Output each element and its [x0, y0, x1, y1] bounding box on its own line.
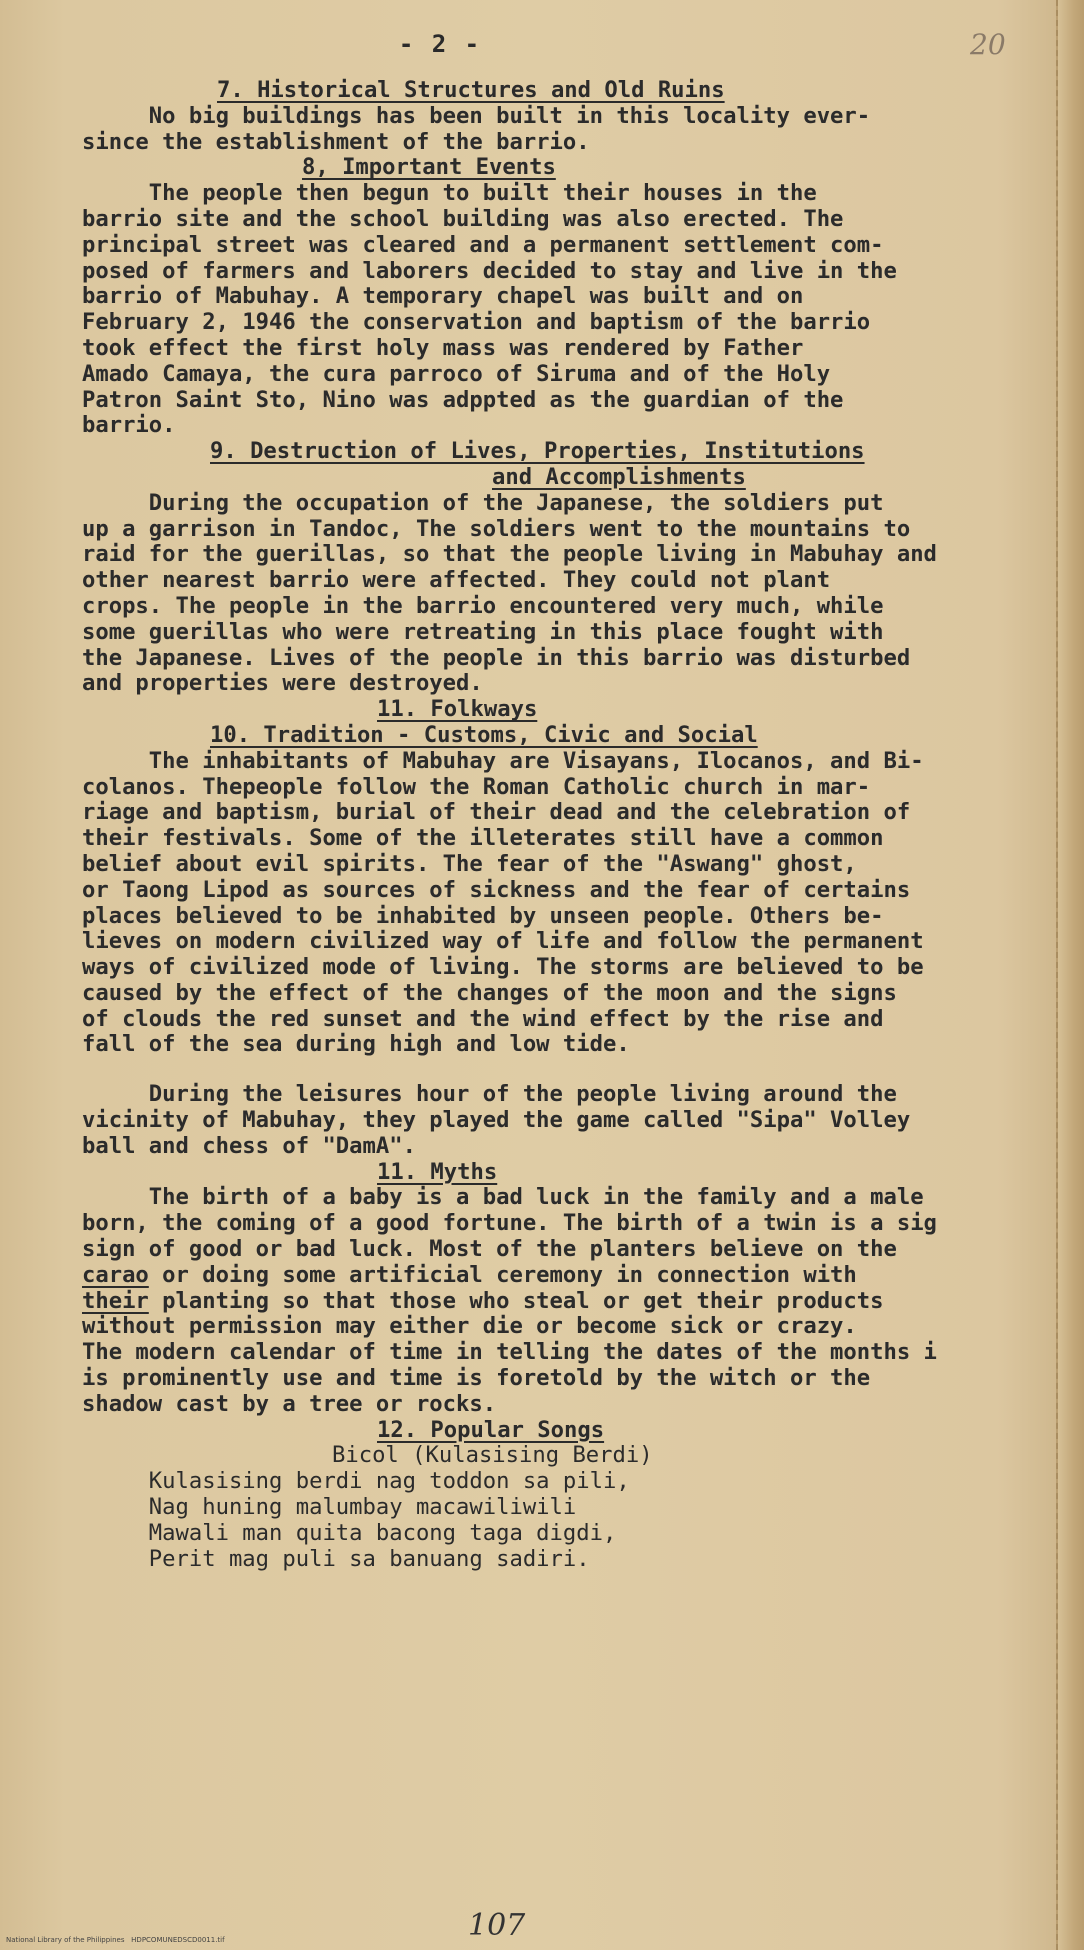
text-line: raid for the guerillas, so that the people living in Mabuhay and [82, 541, 937, 568]
section-9-body [82, 491, 1062, 697]
text-span: planting so that those who steal or get their products [148, 1287, 884, 1314]
text-line [82, 1263, 1062, 1289]
text-line: of clouds the red sunset and the wind effect by the rise and [82, 1005, 884, 1032]
text-line: places believed to be inhabited by unseen people. Others be- [82, 902, 884, 929]
section-7-body [82, 104, 1062, 156]
text-line: took effect the first holy mass was rendered by Father [82, 334, 804, 361]
heading-important-events: 8, Important Events [302, 154, 556, 181]
text-span: or doing some artificial ceremony in connection with [148, 1261, 857, 1288]
text-line: sign of good or bad luck. Most of the planters believe on the [82, 1236, 897, 1263]
text-line: Patron Saint Sto, Nino was adppted as the guardian of the [82, 386, 844, 413]
text-line: is prominently use and time is foretold by the witch or the [82, 1365, 871, 1392]
section-8-body [82, 181, 1062, 439]
text-line: ways of civilized mode of living. The storms are believed to be [82, 954, 924, 981]
heading-destruction-line1: 9. Destruction of Lives, Properties, Institutions [210, 438, 865, 465]
text-line: without permission may either die or become sick or crazy. [82, 1313, 857, 1340]
heading-popular-songs: 12. Popular Songs [377, 1416, 605, 1443]
lyric-line: Mawali man quita bacong taga digdi, [82, 1519, 617, 1546]
text-line: other nearest barrio were affected. They could not plant [82, 567, 831, 594]
text-line: vicinity of Mabuhay, they played the game called "Sipa" Volley [82, 1107, 911, 1134]
document-body [82, 78, 1062, 1572]
text-line: Amado Camaya, the cura parroco of Siruma and of the Holy [82, 360, 831, 387]
text-line: belief about evil spirits. The fear of the "Aswang" ghost, [82, 850, 857, 877]
text-line: fall of the sea during high and low tide. [82, 1031, 630, 1058]
text-line: crops. The people in the barrio encountered very much, while [82, 592, 884, 619]
text-line: During the occupation of the Japanese, the soldiers put [82, 489, 884, 516]
text-line: caused by the effect of the changes of the moon and the signs [82, 979, 897, 1006]
text-line: barrio site and the school building was also erected. The [82, 205, 844, 232]
text-line: or Taong Lipod as sources of sickness and the fear of certains [82, 876, 911, 903]
heading-tradition: 10. Tradition - Customs, Civic and Social [210, 721, 758, 748]
text-line: During the leisures hour of the people living around the [82, 1081, 897, 1108]
text-line: barrio of Mabuhay. A temporary chapel was built and on [82, 283, 804, 310]
scan-footer: National Library of the Philippines HDPCOMUNEDSCD0011.tif [6, 1936, 225, 1944]
text-line: February 2, 1946 the conservation and baptism of the barrio [82, 309, 871, 336]
text-line: The inhabitants of Mabuhay are Visayans, Ilocanos, and Bi- [82, 747, 924, 774]
text-line [82, 1289, 1062, 1315]
text-line: the Japanese. Lives of the people in this barrio was disturbed [82, 644, 911, 671]
heading-destruction-line2: and Accomplishments [492, 463, 746, 490]
text-line: ball and chess of "DamA". [82, 1132, 416, 1159]
text-line: colanos. Thepeople follow the Roman Catholic church in mar- [82, 773, 871, 800]
paragraph-gap [82, 1058, 1062, 1082]
page-number: - 2 - [398, 30, 482, 58]
song-lyrics [82, 1469, 1062, 1572]
text-line: up a garrison in Tandoc, The soldiers went to the mountains to [82, 515, 911, 542]
text-line: The birth of a baby is a bad luck in the family and a male [82, 1184, 924, 1211]
text-line: barrio. [82, 412, 176, 439]
text-line: No big buildings has been built in this locality ever- [82, 102, 871, 129]
section-myths-body [82, 1185, 1062, 1417]
heading-folkways: 11. Folkways [377, 696, 538, 723]
heading-historical-structures: 7. Historical Structures and Old Ruins [217, 77, 725, 103]
text-line: shadow cast by a tree or rocks. [82, 1390, 497, 1417]
song-title: Bicol (Kulasising Berdi) [332, 1442, 653, 1469]
text-line: their festivals. Some of the illeterates still have a common [82, 825, 884, 852]
underlined-word: their [82, 1287, 149, 1314]
text-line: The modern calendar of time in telling the dates of the months i [82, 1339, 937, 1366]
heading-myths: 11. Myths [377, 1158, 498, 1185]
lyric-line: Kulasising berdi nag toddon sa pili, [82, 1468, 630, 1495]
text-line: born, the coming of a good fortune. The birth of a twin is a sig [82, 1210, 937, 1237]
text-line: and properties were destroyed. [82, 670, 483, 697]
folio-number: 20 [970, 28, 1006, 61]
text-line: principal street was cleared and a permanent settlement com- [82, 231, 884, 258]
section-10-paragraph-1 [82, 749, 1062, 1059]
handwritten-page-number: 107 [468, 1908, 526, 1943]
underlined-word: carao [82, 1261, 149, 1288]
text-line: The people then begun to built their houses in the [82, 180, 817, 207]
text-line: riage and baptism, burial of their dead and the celebration of [82, 799, 911, 826]
lyric-line: Nag huning malumbay macawiliwili [82, 1494, 577, 1521]
text-line: lieves on modern civilized way of life and follow the permanent [82, 928, 924, 955]
section-10-paragraph-2 [82, 1082, 1062, 1159]
text-line: some guerillas who were retreating in this place fought with [82, 618, 884, 645]
text-line: posed of farmers and laborers decided to stay and live in the [82, 257, 897, 284]
text-line: since the establishment of the barrio. [82, 128, 590, 155]
lyric-line: Perit mag puli sa banuang sadiri. [82, 1545, 590, 1572]
